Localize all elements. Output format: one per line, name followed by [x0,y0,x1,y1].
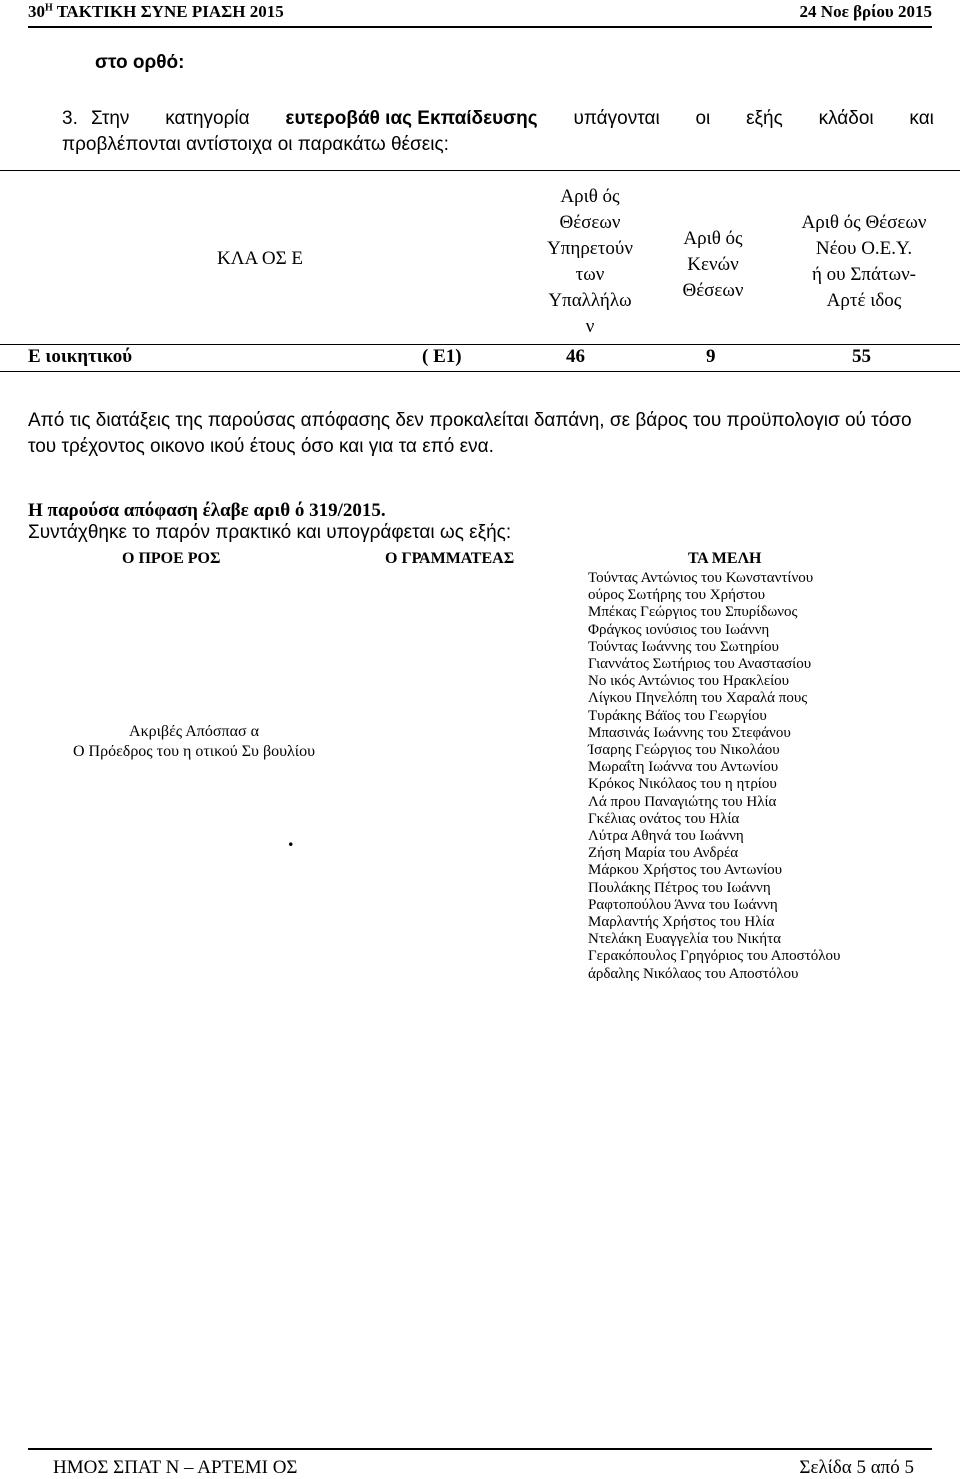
header-serving-line: Αριθ ός [560,186,620,207]
member-name: Μάρκου Χρήστος του Αντωνίου [588,862,783,879]
member-name: Μπασινάς Ιωάννης του Στεφάνου [588,724,791,741]
header-vacant [640,226,786,304]
row-new: 55 [852,346,871,367]
excerpt-title: Ακριβές Απόσπασ α [129,723,259,740]
member-name: Λά πρου Παναγιώτης του Ηλία [588,793,777,810]
paragraph-number: 3. [62,108,78,129]
member-name: άρδαλης Νικόλαος του Αποστόλου [588,965,799,982]
member-name: Κρόκος Νικόλαος του η ητρίου [588,776,777,793]
header-serving-line: των [575,264,605,285]
word: εξής [746,108,783,129]
signature-members-title: ΤΑ ΜΕΛΗ [688,550,762,567]
signature-secretary: Ο ΓΡΑΜΜΑΤΕΑΣ [385,550,515,567]
member-name: Λίγκου Πηνελόπη του Χαραλά πους [588,690,808,707]
row-vacant: 9 [706,346,716,367]
word: κατηγορία [165,108,250,129]
signature-president: Ο ΠΡΟΕ ΡΟΣ [122,550,221,567]
header-new-line: Νέου Ο.Ε.Υ. [815,238,913,259]
page-footer [28,1448,932,1478]
word: κλάδοι [818,108,874,129]
word: και [909,108,934,129]
header-new-line: Αρτέ ιδος [826,290,902,311]
member-name: Μπέκας Γεώργιος του Σπυρίδωνος [588,604,798,621]
word-bold: ευτεροβάθ ιας Εκπαίδευσης [285,108,538,129]
header-new [778,210,950,314]
header-vacant-line: Αριθ ός [683,228,743,249]
header-vacant-line: Κενών [687,254,739,275]
member-name: Νο ικός Αντώνιος του Ηρακλείου [588,673,790,690]
header-session [28,2,284,22]
member-name: Τούντας Αντώνιος του Κωνσταντίνου [588,570,814,586]
header-serving-line: Θέσεων [559,212,621,233]
footer-municipality: ΗΜΟΣ ΣΠΑΤ Ν – ΑΡΤΕΜΙ ΟΣ [53,1457,298,1478]
member-name: Μαρλαντής Χρήστος του Ηλία [588,914,775,931]
word: Στην [91,108,130,129]
word: υπάγονται [573,108,660,129]
member-name: Ραφτοπούλου Άννα του Ιωάννη [588,896,778,913]
header-klados: ΚΛΑ ΟΣ Ε [216,248,304,269]
page-header [28,0,932,28]
footer-page-number: Σελίδα 5 από 5 [799,1457,914,1478]
table-header-border [0,344,960,345]
excerpt-signatory: Ο Πρόεδρος του η οτικού Συ βουλίου [72,743,316,760]
member-name: Φράγκος ιονύσιος του Ιωάννη [588,621,770,638]
member-name: Ντελάκη Ευαγγελία του Νικήτα [588,931,781,948]
header-vacant-line: Θέσεων [682,280,744,301]
positions-table [0,170,960,372]
session-superscript: Η [45,2,53,14]
member-name: Μωραΐτη Ιωάννα του Αντωνίου [588,759,779,776]
table-top-border [0,170,960,171]
member-name: Ζήση Μαρία του Ανδρέα [588,845,739,862]
member-name: Γερακόπουλος Γρηγόριος του Αποστόλου [588,948,841,965]
word: οι [695,108,711,129]
header-new-line: Αριθ ός Θέσεων [801,212,927,233]
header-serving [520,184,660,340]
accurate-excerpt [36,722,352,762]
paragraph-line-1 [62,106,934,132]
row-branch: Ε ιοικητικού [28,346,133,367]
member-name: ούρος Σωτήρης του Χρήστου [588,587,766,604]
member-name: Ίσαρης Γεώργιος του Νικολάου [588,742,780,759]
row-serving: 46 [566,346,585,367]
budget-note: Από τις διατάξεις της παρούσας απόφασης δεν προκαλείται δαπάνη, σε βάρος του προϋπολογισ ού τόσο του τρέχοντος οικονο ικού έτους όσο και για τα επό ενα. [28,410,912,457]
row-code: ( Ε1) [422,346,462,367]
member-name: Τυράκης Βάϊος του Γεωργίου [588,707,767,724]
member-name: Τούντας Ιωάννης του Σωτηρίου [588,638,779,655]
header-serving-line: Υπαλλήλω [548,290,632,311]
header-new-line: ή ου Σπάτων- [811,264,916,285]
member-name: Γιαννάτος Σωτήριος του Αναστασίου [588,656,812,673]
paragraph-line-2: προβλέπονται αντίστοιχα οι παρακάτω θέσεις: [62,134,449,155]
members-list [588,570,840,983]
table-bottom-border [0,371,960,372]
header-serving-line: Υπηρετούν [547,238,633,259]
header-serving-line: ν [585,316,595,337]
intro-text: στο ορθό: [95,52,185,73]
decision-number: Η παρούσα απόφαση έλαβε αριθ ό 319/2015. [28,500,386,521]
compiled-statement: Συντάχθηκε το παρόν πρακτικό και υπογράφεται ως εξής: [28,522,512,543]
session-title: ΤΑΚΤΙΚΗ ΣΥΝΕ ΡΙΑΣΗ 2015 [56,2,284,21]
header-date: 24 Νοε βρίου 2015 [799,2,932,21]
session-number: 30 [28,2,45,21]
member-name: Γκέλιας ονάτος του Ηλία [588,810,740,827]
member-name: Λύτρα Αθηνά του Ιωάννη [588,828,744,845]
paragraph-3 [62,106,934,158]
period-mark: . [288,826,294,851]
member-name: Πουλάκης Πέτρος του Ιωάννη [588,879,771,896]
